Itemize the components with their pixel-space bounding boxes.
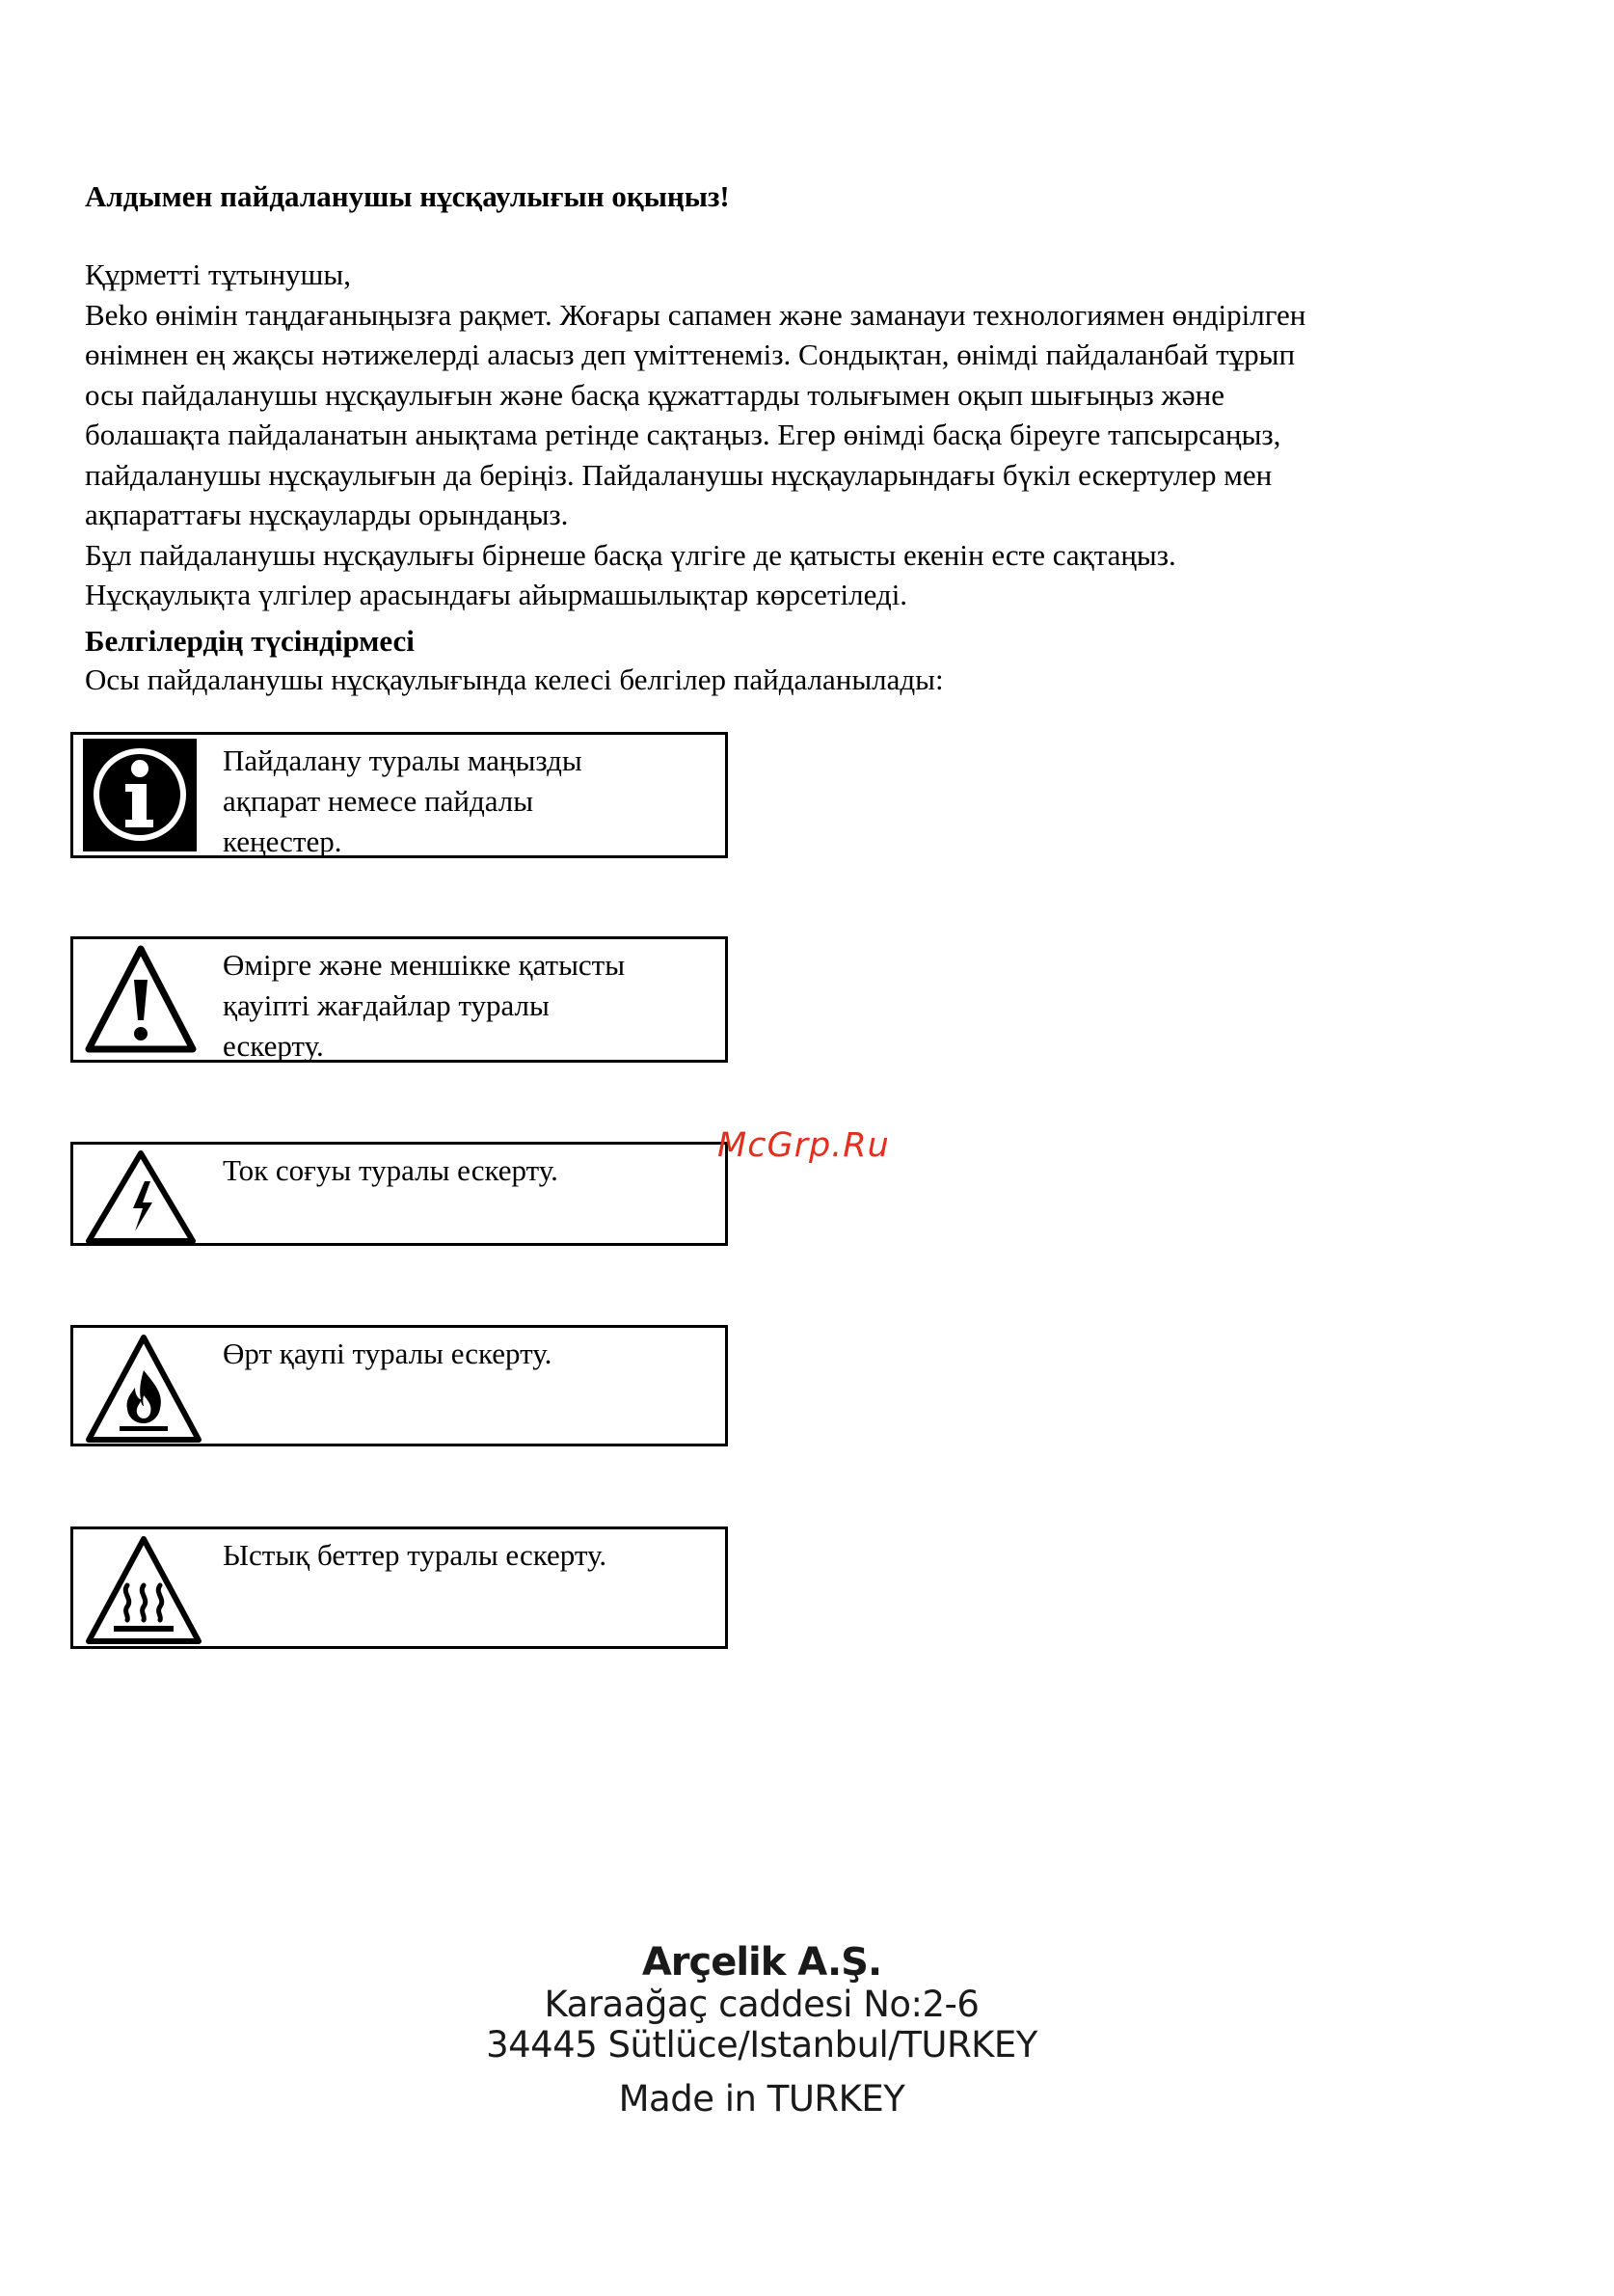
symbol-text: Пайдалану туралы маңызды ақпарат немесе пайдалы кеңестер. <box>223 743 582 858</box>
intro-line: Нұсқаулықта үлгілер арасындағы айырмашылықтар көрсетіледі. <box>85 578 908 611</box>
symbol-text: Ток соғуы туралы ескерту. <box>223 1153 558 1187</box>
address-line: Karaağaç caddesi No:2-6 <box>544 1984 980 2025</box>
intro-line: Бұл пайдаланушы нұсқаулығы бірнеше басқа үлгіге де қатысты екенін есте сақтаңыз. <box>85 537 1176 572</box>
page-title: Алдымен пайдаланушы нұсқаулығын оқыңыз! <box>85 179 730 213</box>
symbols-heading: Белгілердің түсіндірмесі <box>85 624 415 658</box>
intro-line: өнімнен ең жақсы нәтижелерді аласыз деп үміттенеміз. Сондықтан, өнімді пайдаланбай тұрып <box>85 338 1296 371</box>
intro-line: пайдаланушы нұсқаулығын да беріңіз. Пайдаланушы нұсқауларындағы бүкіл ескертулер мен <box>85 457 1273 492</box>
symbol-box-electric <box>70 1142 728 1246</box>
fire-icon <box>83 1332 204 1450</box>
electric-shock-icon <box>83 1148 199 1250</box>
footer-company-address <box>424 1940 1099 2120</box>
symbols-intro: Осы пайдаланушы нұсқаулығында келесі белгілер пайдаланылады: <box>85 662 944 696</box>
intro-line: Құрметті тұтынушы, <box>85 257 352 291</box>
intro-text <box>85 255 1570 615</box>
symbol-box-info <box>70 732 728 858</box>
intro-line: Beko өнімін таңдағаныңызға рақмет. Жоғары сапамен және заманауи технологиямен өндірілген <box>85 297 1306 332</box>
hot-surface-icon <box>83 1533 204 1652</box>
symbol-text: Өмірге және меншікке қатысты қауіпті жағдайлар туралы ескерту. <box>223 948 626 1063</box>
company-name: Arçelik A.Ş. <box>641 1940 882 1985</box>
watermark: McGrp.Ru <box>717 1126 890 1165</box>
intro-line: ақпараттағы нұсқауларды орындаңыз. <box>85 498 569 531</box>
symbol-box-fire <box>70 1325 728 1446</box>
symbol-box-warning <box>70 936 728 1063</box>
symbol-box-hot-surface <box>70 1526 728 1649</box>
made-in-label: Made in TURKEY <box>618 2078 905 2120</box>
address-line: 34445 Sütlüce/Istanbul/TURKEY <box>486 2024 1037 2066</box>
symbol-text: Ыстық беттер туралы ескерту. <box>223 1538 607 1572</box>
symbol-text: Өрт қаупі туралы ескерту. <box>223 1337 552 1370</box>
warning-icon <box>83 943 199 1062</box>
info-icon <box>83 739 197 856</box>
intro-line: болашақта пайдаланатын анықтама ретінде сақтаңыз. Егер өнімді басқа біреуге тапсырсаңыз, <box>85 418 1281 451</box>
intro-line: осы пайдаланушы нұсқаулығын және басқа құжаттарды толығымен оқып шығыңыз және <box>85 377 1224 412</box>
